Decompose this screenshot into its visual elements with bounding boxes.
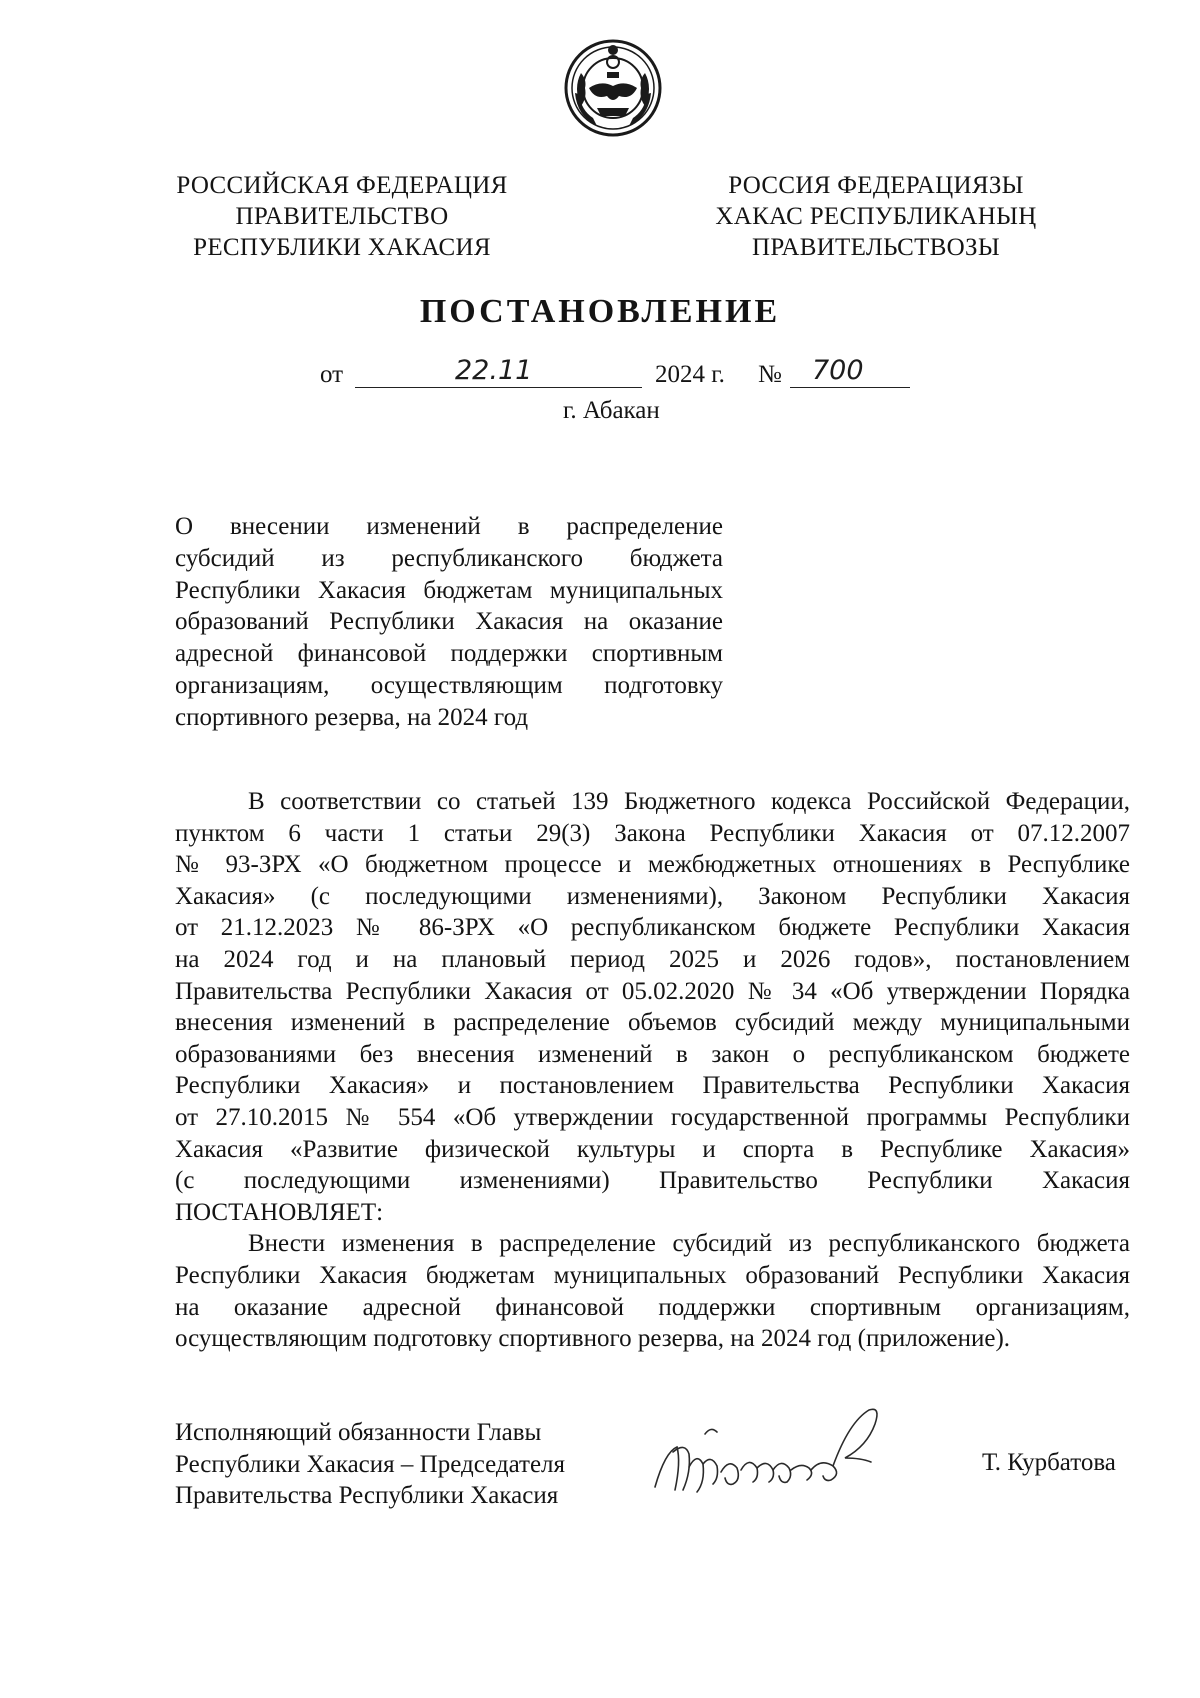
body-line: осуществляющим подготовку спортивного резерва, на 2024 год (приложение). [175, 1325, 1011, 1353]
body-line: внесения изменений в распределение объемов субсидий между муниципальными [175, 1009, 1130, 1037]
date-handwritten: 22.11 [455, 355, 533, 386]
signer-name: Т. Курбатова [982, 1449, 1116, 1476]
body-line: (с последующими изменениями) Правительство Республики Хакасия [175, 1167, 1130, 1195]
body-line: образованиями без внесения изменений в закон о республиканском бюджете [175, 1040, 1130, 1068]
signature-title-line: Исполняющий обязанности Главы [175, 1419, 542, 1446]
body-line: на 2024 год и на плановый период 2025 и 2026 годов», постановлением [175, 945, 1130, 973]
body-line: ПОСТАНОВЛЯЕТ: [175, 1198, 384, 1226]
document-type-title: ПОСТАНОВЛЕНИЕ [419, 293, 781, 330]
body-line: № 93-ЗРХ «О бюджетном процессе и межбюджетных отношениях в Республике [175, 851, 1130, 879]
header-right [696, 170, 1056, 263]
header-right-line: ПРАВИТЕЛЬСТВОЗЫ [752, 234, 1000, 261]
header-left [162, 170, 522, 263]
body-line: пунктом 6 части 1 статьи 29(3) Закона Республики Хакасия от 07.12.2007 [175, 819, 1130, 847]
subject-line: спортивного резерва, на 2024 год [175, 703, 529, 731]
date-underline [355, 387, 642, 388]
header-right-line: РОССИЯ ФЕДЕРАЦИЯЗЫ [728, 172, 1024, 199]
signature-title-line: Республики Хакасия – Председателя [175, 1450, 566, 1478]
coat-of-arms-icon [563, 38, 663, 138]
subject-line: организациям, осуществляющим подготовку [175, 671, 723, 699]
subject-line: субсидий из республиканского бюджета [175, 544, 723, 572]
body-line: Правительства Республики Хакасия от 05.02.2020 № 34 «Об утверждении Порядка [175, 977, 1130, 1005]
body-line: от 21.12.2023 № 86-ЗРХ «О республиканском бюджете Республики Хакасия [175, 914, 1130, 942]
subject-line: Республики Хакасия бюджетам муниципальных [175, 576, 723, 604]
city-name: г. Абакан [563, 397, 660, 424]
handwritten-signature [645, 1392, 915, 1502]
body-line: от 27.10.2015 № 554 «Об утверждении государственной программы Республики [175, 1103, 1130, 1131]
body-line: Внести изменения в распределение субсидий из республиканского бюджета [248, 1230, 1130, 1258]
signature-title [175, 1417, 565, 1512]
header-left-line: ПРАВИТЕЛЬСТВО [235, 203, 449, 230]
subject-line: адресной финансовой поддержки спортивным [175, 640, 723, 668]
body-text [175, 786, 1130, 1355]
body-line: Республики Хакасия» и постановлением Правительства Республики Хакасия [175, 1072, 1130, 1100]
body-line: В соответствии со статьей 139 Бюджетного кодекса Российской Федерации, [248, 788, 1130, 815]
body-line: на оказание адресной финансовой поддержки спортивным организациям, [175, 1293, 1130, 1321]
subject-line: образований Республики Хакасия на оказание [175, 608, 723, 636]
number-prefix: № [758, 361, 782, 388]
date-prefix: от [320, 361, 344, 388]
year-text: 2024 г. [655, 361, 725, 388]
number-underline [790, 387, 910, 388]
header-left-line: РЕСПУБЛИКИ ХАКАСИЯ [193, 234, 491, 261]
subject-block [175, 511, 723, 734]
header-left-line: РОССИЙСКАЯ ФЕДЕРАЦИЯ [176, 172, 508, 199]
number-handwritten: 700 [812, 355, 864, 386]
subject-line: О внесении изменений в распределение [175, 513, 723, 540]
signature-title-line: Правительства Республики Хакасия [175, 1482, 559, 1509]
body-line: Хакасия «Развитие физической культуры и спорта в Республике Хакасия» [175, 1135, 1130, 1163]
body-line: Хакасия» (с последующими изменениями), Законом Республики Хакасия [175, 882, 1130, 910]
header-right-line: ХАКАС РЕСПУБЛИКАНЫҢ [715, 203, 1037, 230]
body-line: Республики Хакасия бюджетам муниципальных образований Республики Хакасия [175, 1261, 1130, 1289]
